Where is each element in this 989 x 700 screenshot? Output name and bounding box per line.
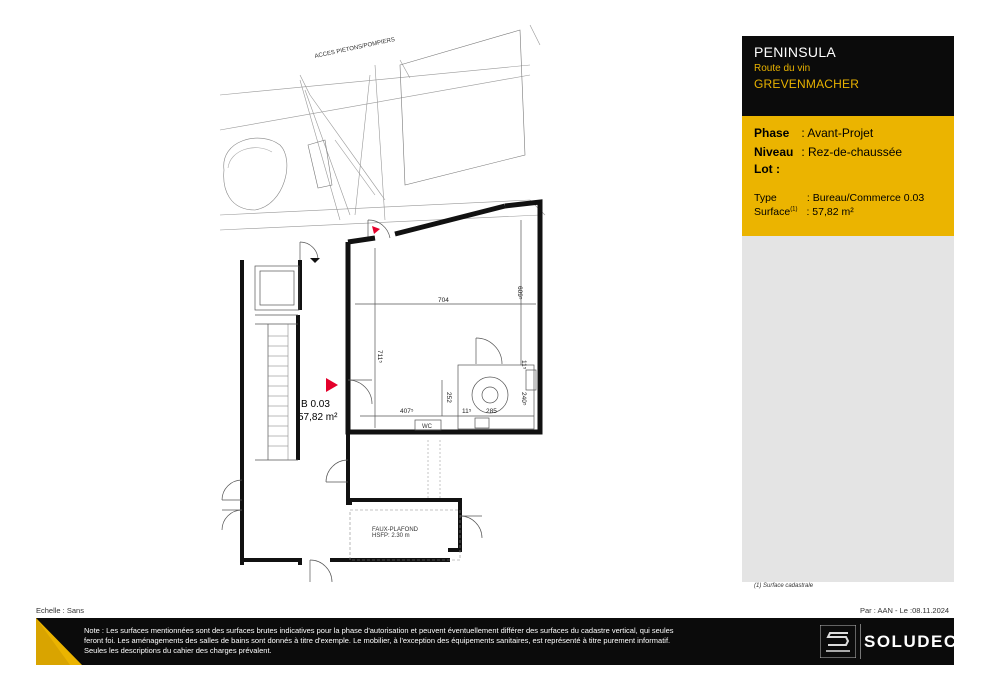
scale-label: Echelle : Sans bbox=[36, 606, 84, 615]
niveau-label: Niveau bbox=[754, 145, 794, 159]
type-row bbox=[754, 192, 924, 204]
floor-plan-drawing bbox=[200, 20, 720, 590]
unit-walls bbox=[348, 202, 540, 432]
surface-row bbox=[754, 206, 854, 218]
site-context bbox=[220, 25, 545, 230]
dim-11a: 11⁵ bbox=[520, 360, 527, 370]
yellow-triangle-icon bbox=[36, 618, 82, 665]
footer-bar bbox=[36, 618, 958, 665]
niveau-row bbox=[754, 145, 902, 159]
brand-block bbox=[812, 618, 958, 665]
project-title-block bbox=[742, 36, 954, 116]
dim-285: 285 bbox=[486, 408, 497, 415]
niveau-value: : Rez-de-chaussée bbox=[801, 145, 903, 159]
dim-11b: 11⁵ bbox=[462, 408, 472, 415]
type-value: : Bureau/Commerce 0.03 bbox=[806, 192, 925, 204]
dim-711: 711⁵ bbox=[376, 350, 383, 364]
dim-407: 407⁵ bbox=[400, 408, 414, 415]
hsfp-label: HSFP: 2.30 m bbox=[372, 533, 410, 539]
stair-steps bbox=[268, 324, 288, 460]
lot-info-block bbox=[742, 116, 954, 236]
author-date-label: Par : AAN - Le :08.11.2024 bbox=[860, 606, 950, 615]
access-label: ACCES PIETONS/POMPIERS bbox=[314, 37, 396, 60]
type-label: Type bbox=[754, 192, 777, 204]
surface-sup: (1) bbox=[790, 206, 798, 213]
dim-609: 609⁵ bbox=[516, 286, 523, 300]
faux-plafond-label: FAUX-PLAFOND bbox=[372, 527, 419, 533]
phase-label: Phase bbox=[754, 126, 790, 140]
unit-marker-icon bbox=[326, 378, 338, 392]
phase-row bbox=[754, 126, 873, 140]
phase-value: : Avant-Projet bbox=[801, 126, 874, 140]
footnote: (1) Surface cadastrale bbox=[754, 583, 814, 589]
dim-704: 704 bbox=[438, 297, 449, 304]
surface-label: Surface bbox=[754, 206, 791, 218]
wc-label: WC bbox=[422, 424, 432, 430]
surface-value: : 57,82 m² bbox=[806, 206, 854, 218]
lot-row bbox=[754, 162, 798, 176]
door-arrow-icon bbox=[310, 258, 320, 263]
project-city: GREVENMACHER bbox=[754, 77, 860, 91]
brand-divider bbox=[860, 624, 861, 659]
floor-plan bbox=[200, 20, 720, 590]
stairs bbox=[255, 266, 299, 460]
disclaimer-note: Note : Les surfaces mentionnées sont des surfaces brutes indicatives pour la phase d'autorisation et peuvent éventuellement différer des surfaces du cadastre vertical, qui seules feront foi. Les aménagements des salles de bains sont donnés à titre d'exemple. Le mobilier, à l'exception des équipements sanitaires, est représenté à titre purement informatif. Seules les descriptions du cahier des charges prévalent. bbox=[84, 626, 674, 655]
unit-area: 57,82 m² bbox=[298, 412, 338, 423]
unit-id: B 0.03 bbox=[301, 399, 330, 410]
entrance-arrow-icon bbox=[372, 226, 380, 234]
lot-label: Lot : bbox=[754, 162, 780, 176]
project-name: PENINSULA bbox=[754, 44, 837, 60]
soludec-logo-icon bbox=[820, 625, 856, 658]
circulation-walls bbox=[242, 260, 460, 565]
legend-panel bbox=[742, 236, 954, 582]
brand-name: SOLUDEC bbox=[864, 632, 958, 651]
dim-252: 252 bbox=[445, 392, 452, 403]
door-swing-icons bbox=[222, 242, 482, 582]
project-street: Route du vin bbox=[754, 63, 811, 74]
dim-240: 240⁵ bbox=[520, 392, 527, 406]
